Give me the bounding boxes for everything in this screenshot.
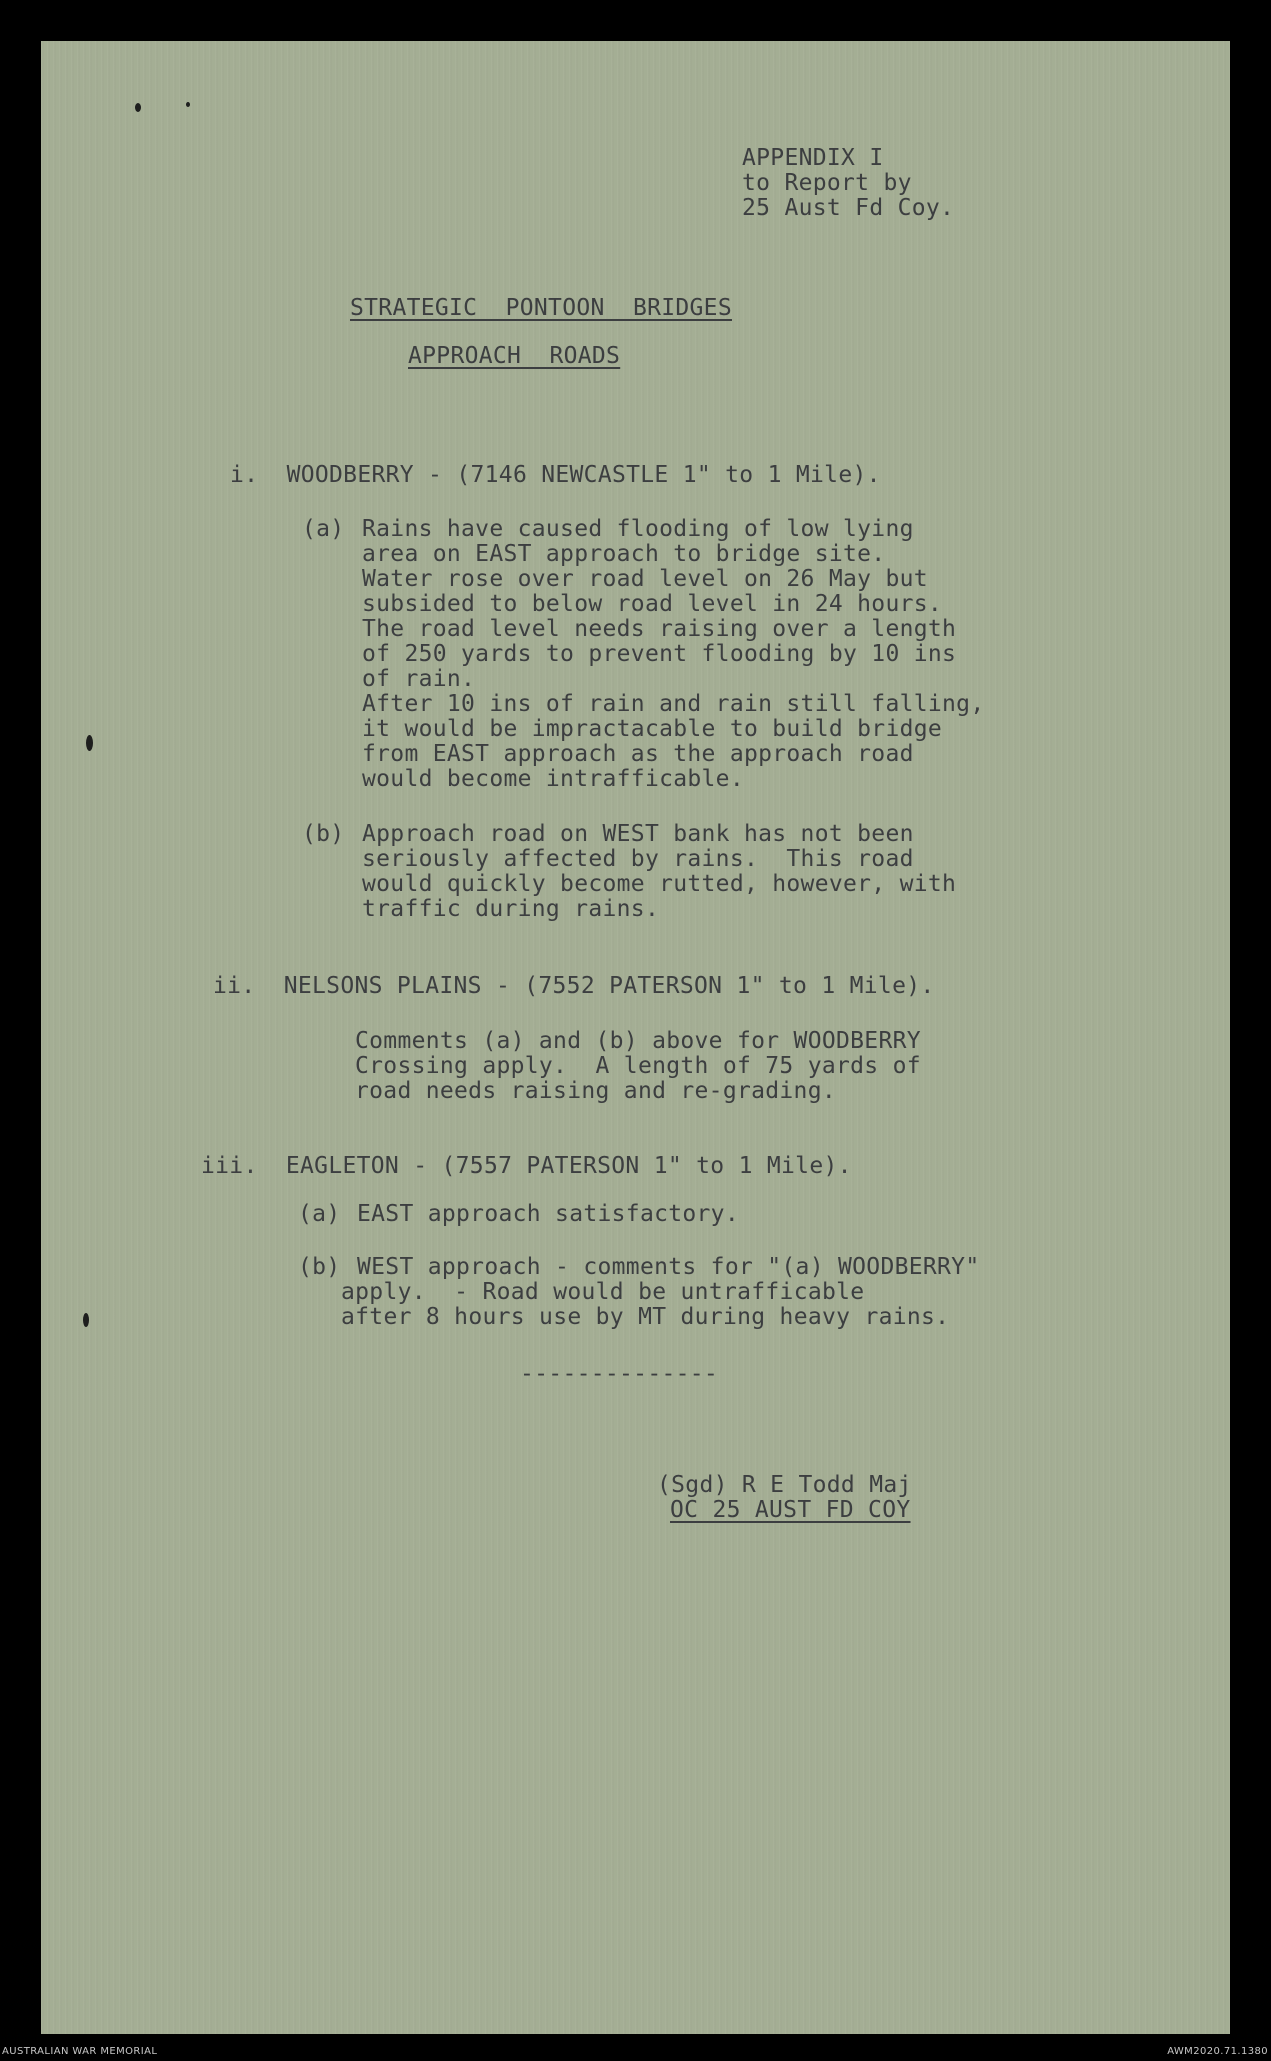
appendix-line-2: to Report by	[742, 170, 912, 196]
appendix-line-1: APPENDIX I	[742, 145, 884, 171]
document-page	[41, 41, 1230, 2034]
text-line: Comments (a) and (b) above for WOODBERRY	[355, 1028, 921, 1054]
paper-mark	[135, 103, 141, 112]
text-line: road needs raising and re-grading.	[355, 1078, 837, 1104]
section-ii-heading: ii. NELSONS PLAINS - (7552 PATERSON 1" to 1 Mile).	[213, 973, 935, 999]
text-line: The road level needs raising over a length	[362, 616, 957, 642]
text-line: from EAST approach as the approach road	[362, 741, 914, 767]
text-line: After 10 ins of rain and rain still falling,	[362, 691, 985, 717]
text-line: Rains have caused flooding of low lying	[362, 516, 914, 542]
footer-source-label: AUSTRALIAN WAR MEMORIAL	[2, 2046, 158, 2057]
document-title: STRATEGIC PONTOON BRIDGES	[350, 295, 732, 321]
paper-mark	[186, 102, 190, 107]
section-i-heading: i. WOODBERRY - (7146 NEWCASTLE 1" to 1 Mile).	[230, 462, 881, 488]
text-line: Approach road on WEST bank has not been	[362, 821, 914, 847]
section-i-a-label: (a)	[302, 516, 345, 542]
text-line: Crossing apply. A length of 75 yards of	[355, 1053, 921, 1079]
text-line: after 8 hours use by MT during heavy rains.	[341, 1304, 950, 1330]
separator-line: --------------	[520, 1361, 719, 1387]
text-line: of rain.	[362, 666, 476, 692]
text-line: seriously affected by rains. This road	[362, 846, 914, 872]
signature-line-1: (Sgd) R E Todd Maj	[657, 1472, 912, 1498]
paper-mark	[86, 735, 93, 751]
section-i-b-label: (b)	[302, 821, 345, 847]
section-iii-heading: iii. EAGLETON - (7557 PATERSON 1" to 1 Mile).	[201, 1153, 852, 1179]
text-line: subsided to below road level in 24 hours.	[362, 591, 943, 617]
section-iii-b-label: (b)	[298, 1254, 341, 1280]
text-line: WEST approach - comments for "(a) WOODBERRY"	[357, 1254, 980, 1280]
text-line: of 250 yards to prevent flooding by 10 ins	[362, 641, 957, 667]
appendix-line-3: 25 Aust Fd Coy.	[742, 195, 955, 221]
text-line: would quickly become rutted, however, with	[362, 871, 957, 897]
paper-mark	[83, 1313, 89, 1327]
document-subtitle: APPROACH ROADS	[408, 343, 621, 369]
text-line: traffic during rains.	[362, 896, 660, 922]
text-line: area on EAST approach to bridge site.	[362, 541, 886, 567]
text-line: apply. - Road would be untrafficable	[341, 1279, 865, 1305]
text-line: Water rose over road level on 26 May but	[362, 566, 928, 592]
text-line: would become intrafficable.	[362, 766, 744, 792]
footer-reference-number: AWM2020.71.1380	[1167, 2046, 1268, 2057]
section-iii-a-label: (a)	[298, 1201, 341, 1227]
text-line: it would be impractacable to build bridge	[362, 716, 943, 742]
section-iii-a-text: EAST approach satisfactory.	[357, 1201, 739, 1227]
signature-line-2: OC 25 AUST FD COY	[670, 1497, 911, 1523]
